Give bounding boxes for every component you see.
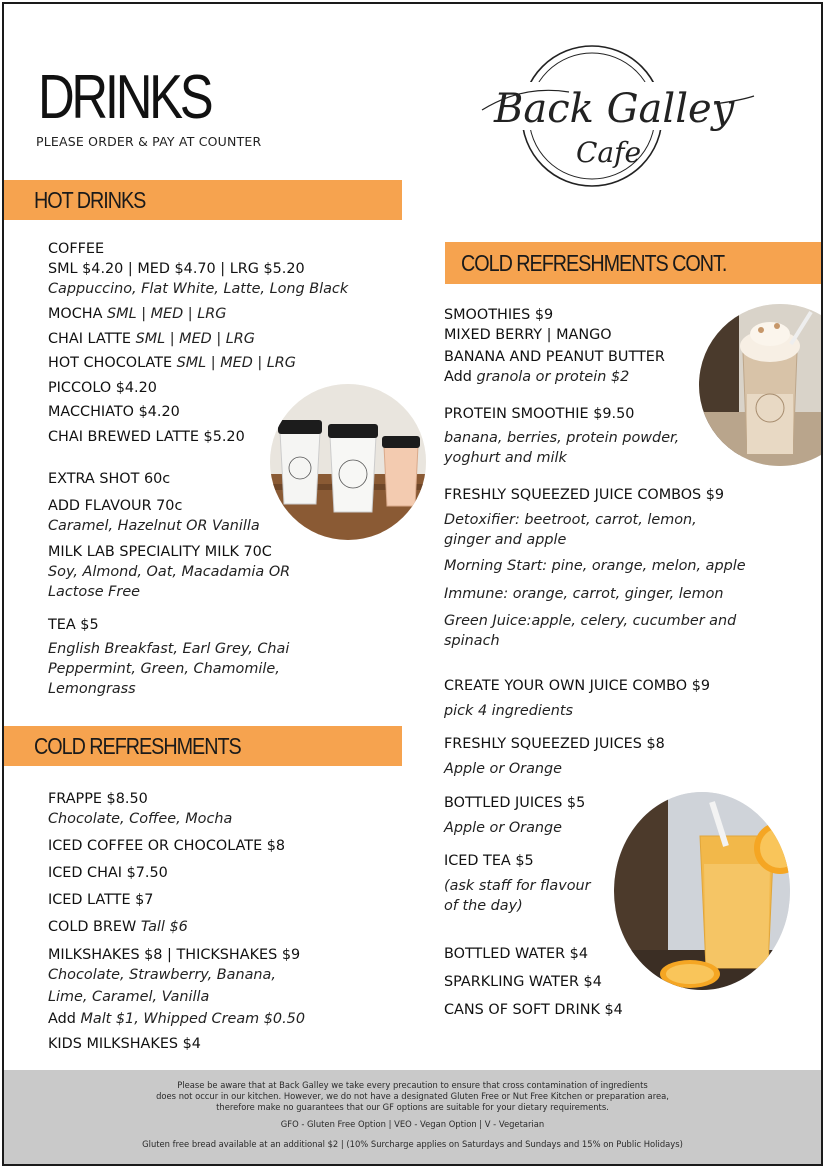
- section-banner-cold-cont: COLD REFRESHMENTS CONT.: [445, 242, 823, 284]
- item-soft-drink: CANS OF SOFT DRINK $4: [444, 1002, 623, 1018]
- item-cold-brew: COLD BREW Tall $6: [48, 919, 188, 935]
- item-coffee: COFFEE: [48, 241, 105, 257]
- item-chai-brewed: CHAI BREWED LATTE $5.20: [48, 429, 245, 445]
- item-kids-milkshakes: KIDS MILKSHAKES $4: [48, 1036, 201, 1052]
- item-protein-smoothie: PROTEIN SMOOTHIE $9.50: [444, 406, 635, 422]
- footer-line-5: Gluten free bread available at an additional $2 | (10% Surcharge applies on Saturdays and Sundays and 15% on Public Holidays): [142, 1139, 683, 1149]
- item-iced-tea-desc-2: of the day): [444, 898, 523, 914]
- item-tea-options-1: English Breakfast, Earl Grey, Chai: [48, 641, 290, 657]
- item-coffee-prices: SML $4.20 | MED $4.70 | LRG $5.20: [48, 261, 305, 277]
- footer-line-3: therefore make no guarantees that our GF options are suitable for your dietary requirements.: [216, 1102, 609, 1112]
- item-mocha: MOCHA SML | MED | LRG: [48, 306, 227, 322]
- item-iced-tea: ICED TEA $5: [444, 853, 534, 869]
- orange-juice-photo: [614, 792, 790, 990]
- item-protein-desc-1: banana, berries, protein powder,: [444, 430, 680, 446]
- footer-line-4: GFO - Gluten Free Option | VEO - Vegan Option | V - Vegetarian: [280, 1119, 545, 1129]
- item-tea-options-2: Peppermint, Green, Chamomile,: [48, 661, 280, 677]
- item-smoothie-flavours: MIXED BERRY | MANGO: [444, 327, 612, 343]
- item-add-flavour: ADD FLAVOUR 70c: [48, 498, 183, 514]
- item-juice-combos: FRESHLY SQUEEZED JUICE COMBOS $9: [444, 487, 725, 503]
- item-tea-options-3: Lemongrass: [48, 681, 136, 697]
- item-iced-coffee: ICED COFFEE OR CHOCOLATE $8: [48, 838, 286, 854]
- logo-text-cafe: Cafe: [576, 136, 642, 169]
- page-subtitle: PLEASE ORDER & PAY AT COUNTER: [36, 134, 262, 149]
- item-milk-options-1: Soy, Almond, Oat, Macadamia OR: [48, 564, 291, 580]
- item-frappe-options: Chocolate, Coffee, Mocha: [48, 811, 233, 827]
- item-milkshakes: MILKSHAKES $8 | THICKSHAKES $9: [48, 947, 301, 963]
- cafe-logo: [474, 30, 764, 202]
- item-protein-desc-2: yoghurt and milk: [444, 450, 567, 466]
- item-sparkling-water: SPARKLING WATER $4: [444, 974, 602, 990]
- item-iced-chai: ICED CHAI $7.50: [48, 865, 168, 881]
- allergen-footer: [4, 1070, 821, 1164]
- footer-line-2: does not occur in our kitchen. However, we do not have a designated Gluten Free or Nut Free Kitchen or preparation area,: [156, 1091, 669, 1101]
- item-hot-chocolate: HOT CHOCOLATE SML | MED | LRG: [48, 355, 296, 371]
- item-extra-shot: EXTRA SHOT 60c: [48, 471, 171, 487]
- item-frappe: FRAPPE $8.50: [48, 791, 148, 807]
- item-milkshake-flavours-2: Lime, Caramel, Vanilla: [48, 989, 210, 1005]
- item-milk-options-2: Lactose Free: [48, 584, 141, 600]
- item-macchiato: MACCHIATO $4.20: [48, 404, 180, 420]
- item-tea: TEA $5: [48, 617, 99, 633]
- item-bottled-juices-desc: Apple or Orange: [444, 820, 563, 836]
- section-banner-cold-refreshments: COLD REFRESHMENTS: [4, 726, 402, 766]
- item-detox-2: ginger and apple: [444, 532, 567, 548]
- section-banner-hot-drinks: HOT DRINKS: [4, 180, 402, 220]
- item-chai-latte: CHAI LATTE SML | MED | LRG: [48, 331, 255, 347]
- item-milk-lab: MILK LAB SPECIALITY MILK 70C: [48, 544, 272, 560]
- item-detox-1: Detoxifier: beetroot, carrot, lemon,: [444, 512, 697, 528]
- page-title: DRINKS: [38, 63, 211, 132]
- item-create-desc: pick 4 ingredients: [444, 703, 573, 719]
- item-immune: Immune: orange, carrot, ginger, lemon: [444, 586, 724, 602]
- item-iced-latte: ICED LATTE $7: [48, 892, 154, 908]
- logo-text-main: Back Galley: [494, 86, 735, 132]
- cold-refreshments-list: [48, 789, 388, 1054]
- item-create-combo: CREATE YOUR OWN JUICE COMBO $9: [444, 678, 711, 694]
- item-flavours: Caramel, Hazelnut OR Vanilla: [48, 518, 260, 534]
- item-bottled-water: BOTTLED WATER $4: [444, 946, 588, 962]
- item-milkshake-add: Add Malt $1, Whipped Cream $0.50: [48, 1011, 305, 1027]
- item-milkshake-flavours-1: Chocolate, Strawberry, Banana,: [48, 967, 276, 983]
- item-iced-tea-desc-1: (ask staff for flavour: [444, 878, 591, 894]
- item-morning: Morning Start: pine, orange, melon, apple: [444, 558, 746, 574]
- item-fresh-juices: FRESHLY SQUEEZED JUICES $8: [444, 736, 665, 752]
- item-bottled-juices: BOTTLED JUICES $5: [444, 795, 586, 811]
- item-coffee-types: Cappuccino, Flat White, Latte, Long Black: [48, 281, 349, 297]
- item-banana-pb: BANANA AND PEANUT BUTTER: [444, 349, 665, 365]
- menu-page: [2, 2, 823, 1166]
- coffee-cups-photo: [270, 384, 426, 540]
- item-green-1: Green Juice:apple, celery, cucumber and: [444, 613, 737, 629]
- item-smoothie-add: Add granola or protein $2: [444, 369, 630, 385]
- item-smoothies: SMOOTHIES $9: [444, 307, 554, 323]
- item-fresh-juices-desc: Apple or Orange: [444, 761, 563, 777]
- footer-line-1: Please be aware that at Back Galley we take every precaution to ensure that cross contamination of ingredients: [177, 1080, 648, 1090]
- item-green-2: spinach: [444, 633, 500, 649]
- item-piccolo: PICCOLO $4.20: [48, 380, 157, 396]
